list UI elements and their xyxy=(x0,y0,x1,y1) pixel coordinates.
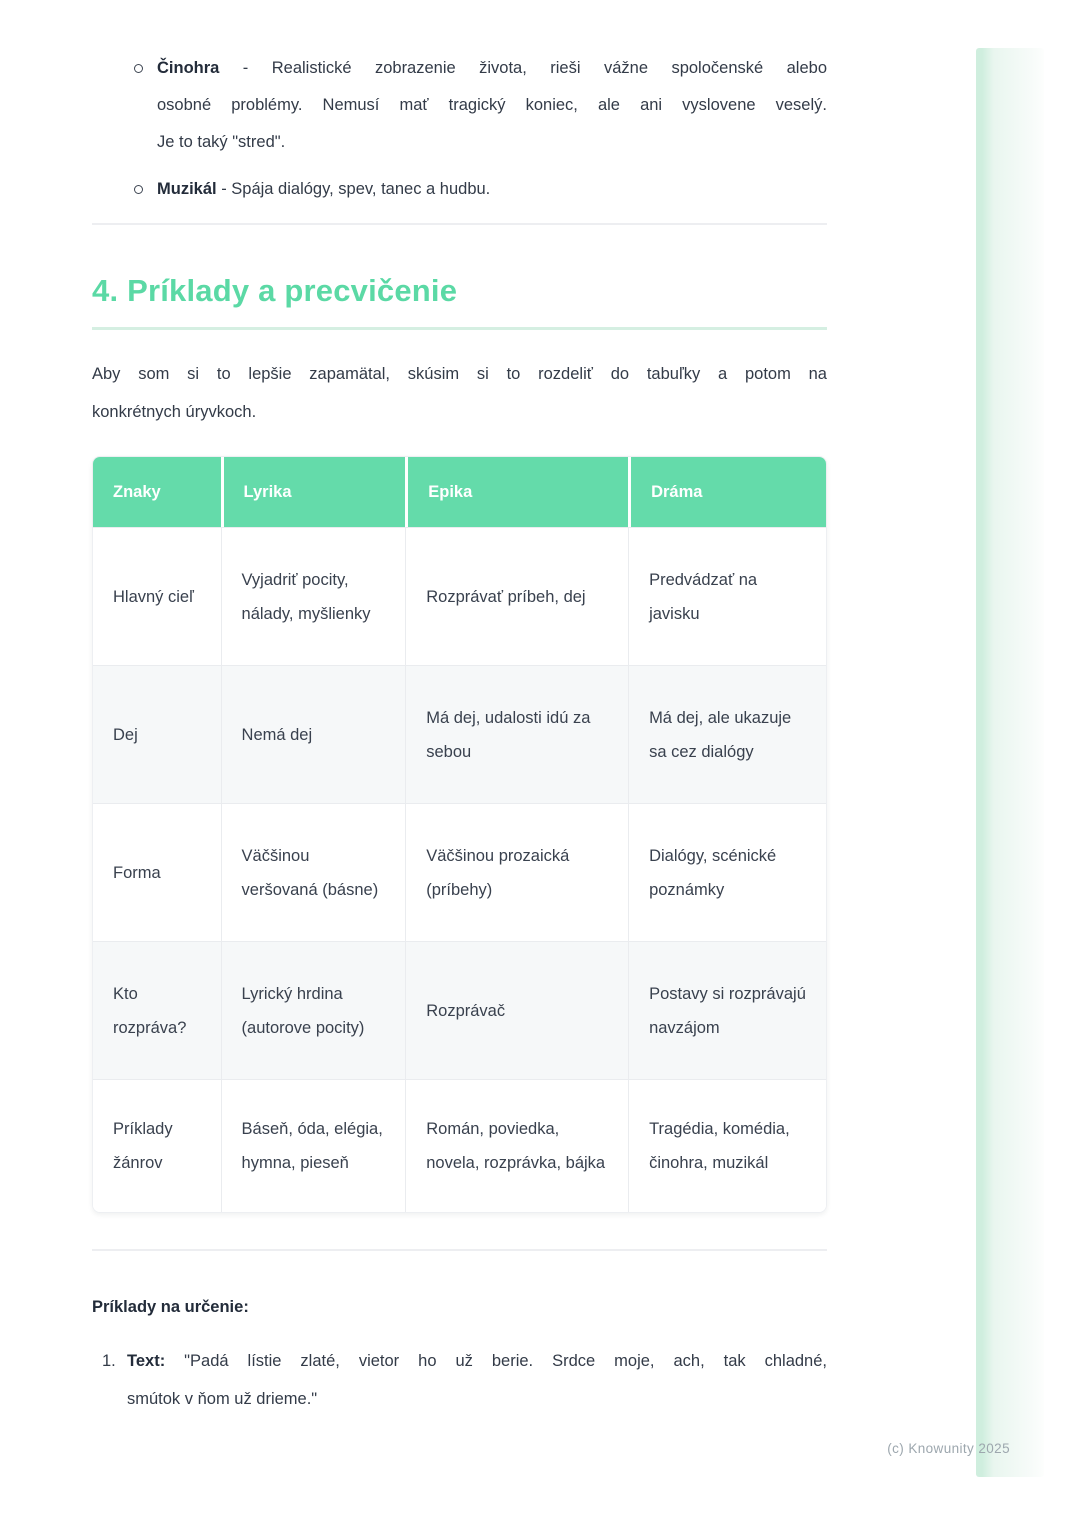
table-header-row xyxy=(93,457,826,527)
table-cell: Nemá dej xyxy=(221,665,406,803)
table-cell: Dialógy, scénické poznámky xyxy=(628,803,826,941)
bullet-item xyxy=(92,50,827,161)
example-item xyxy=(92,1342,827,1418)
table-cell: Postavy si rozprávajú navzájom xyxy=(628,941,826,1079)
table-row xyxy=(93,527,826,665)
table-row xyxy=(93,1079,826,1212)
page-content xyxy=(92,0,827,1418)
table-row xyxy=(93,665,826,803)
table-cell: Má dej, ale ukazuje sa cez dialógy xyxy=(628,665,826,803)
table-header-cell: Dráma xyxy=(628,457,826,527)
intro-paragraph xyxy=(92,355,827,431)
table-cell: Väčšinou prozaická (príbehy) xyxy=(405,803,628,941)
table-header-cell: Lyrika xyxy=(221,457,406,527)
bullet-text-line: Je to taký "stred". xyxy=(157,133,286,151)
intro-line: konkrétnych úryvkoch. xyxy=(92,403,257,421)
table-body xyxy=(93,527,826,1212)
table-row xyxy=(93,941,826,1079)
examples-title: Príklady na určenie: xyxy=(92,1298,249,1316)
table-cell: Vyjadriť pocity, nálady, myšlienky xyxy=(221,527,406,665)
comparison-table-wrapper xyxy=(92,456,827,1213)
section-heading: 4. Príklady a precvičenie xyxy=(92,273,458,308)
table-header-cell: Epika xyxy=(405,457,628,527)
table-cell: Tragédia, komédia, činohra, muzikál xyxy=(628,1079,826,1212)
table-cell: Predvádzať na javisku xyxy=(628,527,826,665)
comparison-table xyxy=(93,457,826,1212)
table-cell: Báseň, óda, elégia, hymna, pieseň xyxy=(221,1079,406,1212)
table-cell: Rozprávať príbeh, dej xyxy=(405,527,628,665)
bullet-list xyxy=(92,0,827,208)
table-cell: Román, poviedka, novela, rozprávka, bájka xyxy=(405,1079,628,1212)
copyright-note: (c) Knowunity 2025 xyxy=(887,1441,1010,1456)
circle-bullet-icon xyxy=(134,185,143,194)
bullet-term: Činohra xyxy=(157,59,220,77)
example-number: 1. xyxy=(102,1352,116,1370)
table-cell: Príklady žánrov xyxy=(93,1079,221,1212)
table-cell: Forma xyxy=(93,803,221,941)
table-cell: Dej xyxy=(93,665,221,803)
table-row xyxy=(93,803,826,941)
section-divider xyxy=(92,223,827,225)
table-cell: Lyrický hrdina (autorove pocity) xyxy=(221,941,406,1079)
example-label: Text: xyxy=(127,1352,166,1370)
table-cell: Väčšinou veršovaná (básne) xyxy=(221,803,406,941)
intro-line: Aby som si to lepšie zapamätal, skúsim si to rozdeliť do tabuľky a potom na xyxy=(92,365,827,383)
bullet-text-line: Činohra - Realistické zobrazenie života, rieši vážne spoločenské alebo xyxy=(157,59,827,77)
bullet-item xyxy=(92,171,827,208)
table-cell: Rozprávač xyxy=(405,941,628,1079)
table-head xyxy=(93,457,826,527)
example-text-line: Text: "Padá lístie zlaté, vietor ho už berie. Srdce moje, ach, tak chladné, xyxy=(127,1352,827,1370)
table-cell: Kto rozpráva? xyxy=(93,941,221,1079)
table-header-cell: Znaky xyxy=(93,457,221,527)
bullet-text-line: Muzikál - Spája dialógy, spev, tanec a hudbu. xyxy=(157,180,491,198)
section-divider xyxy=(92,1249,827,1251)
example-text-line: smútok v ňom už drieme." xyxy=(127,1390,318,1408)
bullet-term: Muzikál xyxy=(157,180,217,198)
table-cell: Hlavný cieľ xyxy=(93,527,221,665)
side-accent-strip xyxy=(976,48,1044,1477)
table-cell: Má dej, udalosti idú za sebou xyxy=(405,665,628,803)
heading-underline xyxy=(92,327,827,330)
circle-bullet-icon xyxy=(134,64,143,73)
examples-list xyxy=(92,1342,827,1418)
bullet-text-line: osobné problémy. Nemusí mať tragický koniec, ale ani vyslovene veselý. xyxy=(157,96,827,114)
